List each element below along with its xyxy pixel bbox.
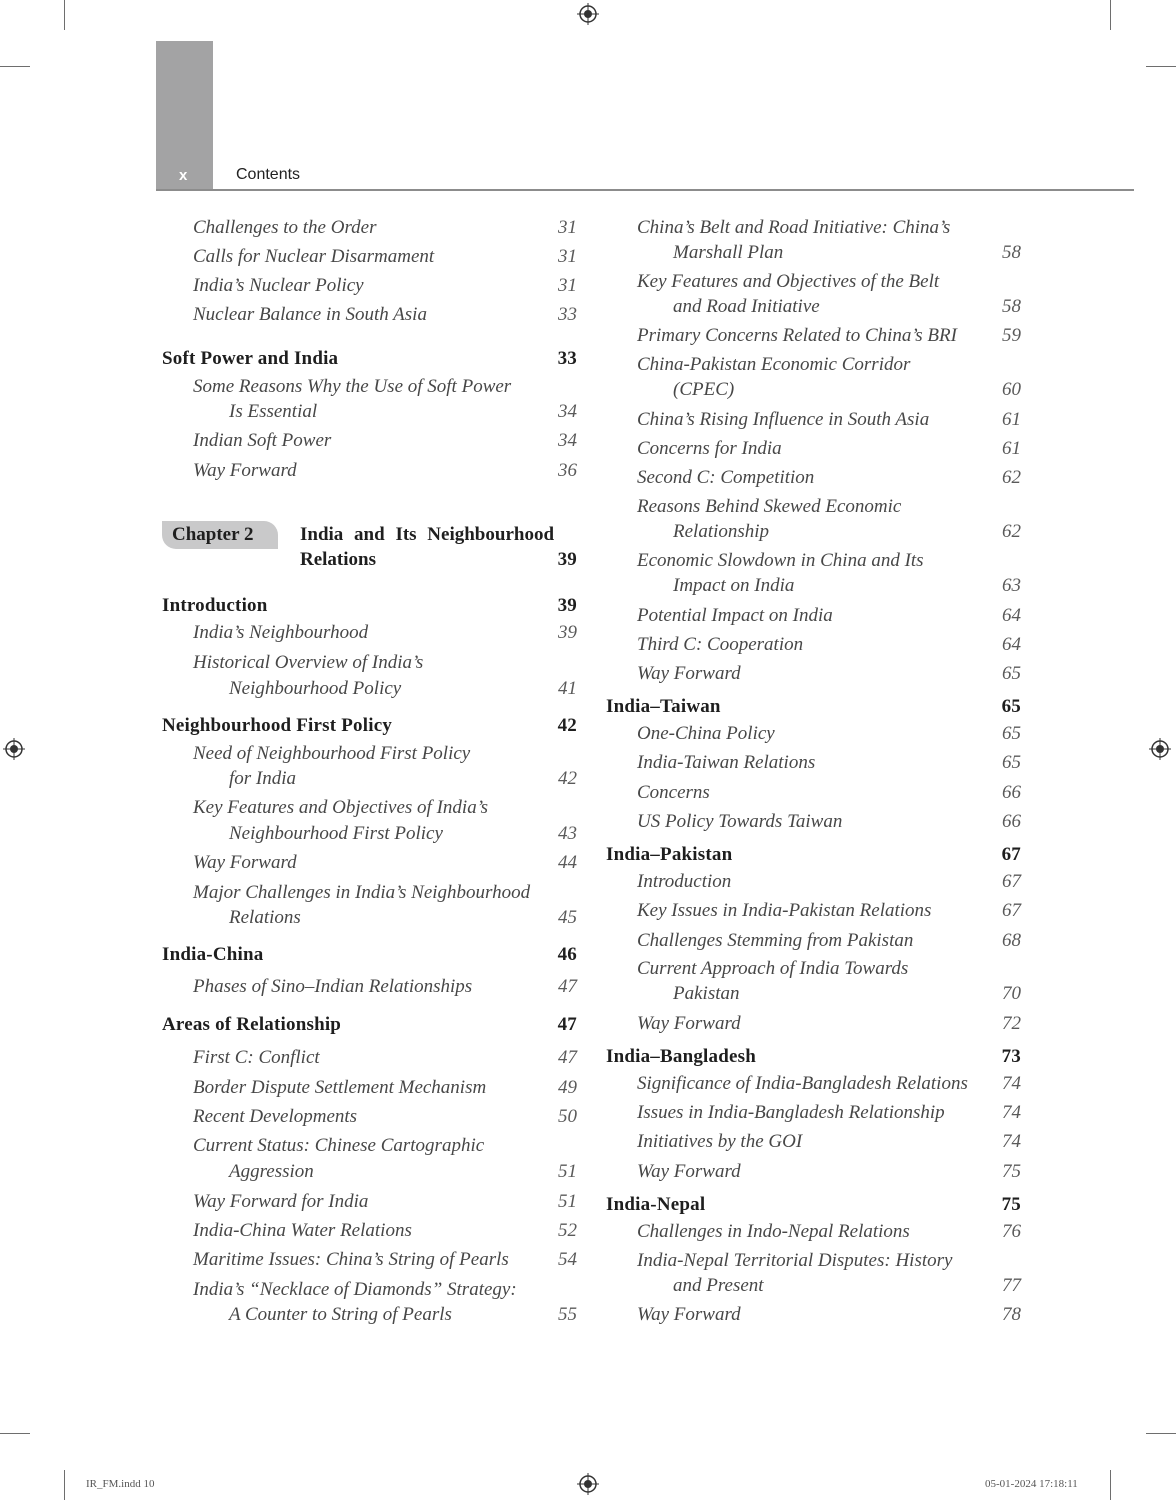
toc-entry: Relationship [673,521,770,542]
toc-entry: Challenges in Indo-Nepal Relations [637,1221,910,1242]
toc-entry: Way Forward [637,663,741,684]
toc-page-number: 33 [558,304,577,325]
toc-page-number: 62 [1002,521,1021,542]
toc-page-number: 45 [558,907,577,928]
toc-entry: China-Pakistan Economic Corridor [637,354,911,375]
toc-page-number: 36 [558,460,577,481]
toc-entry: Way Forward [637,1161,741,1182]
toc-page-number: 31 [558,217,577,238]
toc-section-heading: Soft Power and India [162,348,339,369]
toc-entry: Need of Neighbourhood First Policy [193,743,471,764]
toc-entry: Challenges Stemming from Pakistan [637,930,914,951]
toc-page-number: 49 [558,1077,577,1098]
crop-mark [1110,1470,1111,1500]
toc-entry: Primary Concerns Related to China’s BRI [637,325,957,346]
toc-page-number: 58 [1002,296,1021,317]
toc-page-number: 75 [1001,1194,1021,1215]
toc-page-number: 58 [1002,242,1021,263]
crop-mark [1146,1433,1176,1434]
toc-entry: India-China Water Relations [193,1220,412,1241]
chapter-title: Relations [300,549,376,570]
chapter-page-number: 39 [557,549,577,570]
toc-entry: China’s Rising Influence in South Asia [637,409,930,430]
toc-page-number: 50 [558,1106,577,1127]
toc-page-number: 73 [1001,1046,1021,1067]
toc-entry: First C: Conflict [193,1047,320,1068]
toc-page-number: 39 [557,595,577,616]
header-rule [156,189,1134,191]
toc-page-number: 67 [1002,871,1021,892]
toc-page-number: 78 [1002,1304,1021,1325]
toc-entry: Pakistan [673,983,740,1004]
toc-page-number: 76 [1002,1221,1021,1242]
toc-entry: Way Forward for India [193,1191,369,1212]
toc-page-number: 44 [558,852,577,873]
toc-page-number: 67 [1001,844,1021,865]
toc-page-number: 66 [1002,811,1021,832]
toc-page-number: 74 [1002,1102,1021,1123]
running-head: Contents [236,166,301,183]
toc-page-number: 39 [558,622,577,643]
toc-entry: Neighbourhood Policy [229,678,402,699]
toc-entry: Marshall Plan [673,242,784,263]
toc-entry: One-China Policy [637,723,775,744]
toc-entry: Current Status: Chinese Cartographic [193,1135,485,1156]
toc-page-number: 34 [558,430,577,451]
toc-page-number: 42 [557,715,577,736]
toc-page-number: 41 [558,678,577,699]
toc-entry: Concerns for India [637,438,782,459]
toc-page-number: 51 [558,1161,577,1182]
toc-entry: Key Issues in India-Pakistan Relations [637,900,932,921]
chapter-title: India and Its Neighbourhood [300,524,555,545]
registration-mark-icon [1149,738,1171,760]
toc-entry: India-Nepal Territorial Disputes: History [637,1250,953,1271]
toc-page-number: 64 [1002,634,1021,655]
toc-entry: Relations [229,907,301,928]
toc-page-number: 52 [558,1220,577,1241]
toc-entry: Third C: Cooperation [637,634,804,655]
toc-entry: Maritime Issues: China’s String of Pearls [193,1249,509,1270]
toc-entry: Major Challenges in India’s Neighbourhood [193,882,531,903]
toc-entry: India’s Neighbourhood [193,622,369,643]
toc-entry: A Counter to String of Pearls [229,1304,452,1325]
toc-entry: China’s Belt and Road Initiative: China’s [637,217,951,238]
toc-page-number: 65 [1002,723,1021,744]
toc-section-heading: India–Pakistan [606,844,733,865]
toc-entry: Challenges to the Order [193,217,377,238]
toc-entry: Way Forward [637,1304,741,1325]
toc-page-number: 59 [1002,325,1021,346]
toc-entry: Border Dispute Settlement Mechanism [193,1077,487,1098]
toc-page-number: 60 [1002,379,1021,400]
toc-page-number: 62 [1002,467,1021,488]
toc-entry: Potential Impact on India [637,605,833,626]
crop-mark [1146,66,1176,67]
footer-timestamp: 05-01-2024 17:18:11 [985,1478,1078,1490]
toc-page-number: 46 [557,944,577,965]
toc-entry: Way Forward [193,852,297,873]
toc-entry: and Road Initiative [673,296,820,317]
toc-entry: Calls for Nuclear Disarmament [193,246,435,267]
toc-page-number: 64 [1002,605,1021,626]
toc-page-number: 75 [1002,1161,1021,1182]
toc-entry: Aggression [229,1161,314,1182]
toc-entry: Introduction [637,871,732,892]
registration-mark-icon [3,738,25,760]
crop-mark [0,66,30,67]
chapter-label: Chapter 2 [172,524,254,545]
toc-entry: Impact on India [673,575,795,596]
toc-entry: Nuclear Balance in South Asia [193,304,427,325]
footer-file: IR_FM.indd 10 [86,1478,155,1490]
toc-section-heading: Neighbourhood First Policy [162,715,393,736]
registration-mark-icon [577,3,599,25]
toc-page-number: 67 [1002,900,1021,921]
toc-entry: Phases of Sino–Indian Relationships [193,976,473,997]
toc-entry: Way Forward [193,460,297,481]
toc-entry: Is Essential [229,401,318,422]
toc-page-number: 47 [558,1047,577,1068]
toc-page-number: 70 [1002,983,1021,1004]
crop-mark [64,0,65,30]
toc-page-number: 65 [1002,663,1021,684]
toc-section-heading: India–Taiwan [606,696,721,717]
toc-entry: Neighbourhood First Policy [229,823,443,844]
toc-entry: India’s “Necklace of Diamonds” Strategy: [193,1279,517,1300]
toc-entry: Initiatives by the GOI [637,1131,803,1152]
toc-page-number: 74 [1002,1073,1021,1094]
toc-entry: (CPEC) [673,379,735,400]
toc-page-number: 74 [1002,1131,1021,1152]
toc-entry: US Policy Towards Taiwan [637,811,843,832]
toc-section-heading: India-Nepal [606,1194,706,1215]
toc-page-number: 47 [557,1014,577,1035]
toc-page-number: 55 [558,1304,577,1325]
toc-entry: Current Approach of India Towards [637,958,909,979]
toc-entry: Concerns [637,782,710,803]
toc-page-number: 42 [558,768,577,789]
toc-entry: Recent Developments [193,1106,358,1127]
toc-entry: Significance of India-Bangladesh Relations [637,1073,968,1094]
toc-page-number: 72 [1002,1013,1021,1034]
toc-entry: India’s Nuclear Policy [193,275,364,296]
toc-page-number: 65 [1002,752,1021,773]
toc-section-heading: Introduction [162,595,268,616]
toc-entry: Historical Overview of India’s [193,652,424,673]
toc-page-number: 68 [1002,930,1021,951]
toc-entry: Key Features and Objectives of the Belt [637,271,940,292]
toc-section-heading: India-China [162,944,264,965]
toc-page-number: 51 [558,1191,577,1212]
toc-section-heading: Areas of Relationship [162,1014,342,1035]
toc-entry: for India [229,768,297,789]
page-number: x [179,167,188,184]
toc-page-number: 77 [1002,1275,1021,1296]
toc-entry: Economic Slowdown in China and Its [637,550,924,571]
toc-entry: Way Forward [637,1013,741,1034]
toc-page-number: 31 [558,275,577,296]
toc-entry: Key Features and Objectives of India’s [193,797,488,818]
toc-page-number: 61 [1002,409,1021,430]
toc-page-number: 33 [557,348,577,369]
crop-mark [1110,0,1111,30]
toc-entry: India-Taiwan Relations [637,752,816,773]
toc-page-number: 61 [1002,438,1021,459]
toc-entry: Some Reasons Why the Use of Soft Power [193,376,512,397]
toc-page-number: 43 [558,823,577,844]
toc-entry: Indian Soft Power [193,430,332,451]
crop-mark [0,1433,30,1434]
toc-entry: and Present [673,1275,764,1296]
toc-page-number: 66 [1002,782,1021,803]
toc-page-number: 31 [558,246,577,267]
toc-section-heading: India–Bangladesh [606,1046,756,1067]
registration-mark-icon [577,1473,599,1495]
toc-page-number: 54 [558,1249,577,1270]
toc-entry: Reasons Behind Skewed Economic [637,496,902,517]
toc-entry: Issues in India-Bangladesh Relationship [637,1102,945,1123]
toc-page-number: 47 [558,976,577,997]
toc-page-number: 34 [558,401,577,422]
crop-mark [64,1470,65,1500]
toc-page-number: 63 [1002,575,1021,596]
toc-page-number: 65 [1001,696,1021,717]
toc-entry: Second C: Competition [637,467,815,488]
